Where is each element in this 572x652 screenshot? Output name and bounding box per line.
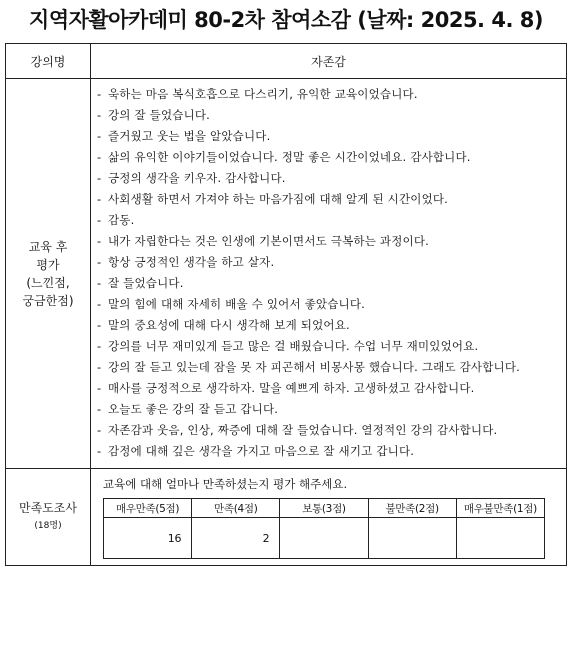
bullet-dash: -: [97, 108, 102, 122]
bullet-dash: -: [97, 444, 102, 458]
bullet-dash: -: [97, 276, 102, 290]
feedback-text: 삶의 유익한 이야기들이었습니다. 정말 좋은 시간이었네요. 감사합니다.: [108, 150, 471, 164]
feedback-table: [5, 43, 567, 566]
bullet-dash: -: [97, 339, 102, 353]
lecture-title: 자존감: [91, 44, 567, 79]
evaluation-row: [6, 79, 567, 469]
feedback-item: [97, 294, 560, 315]
bullet-dash: -: [97, 423, 102, 437]
feedback-item: [97, 147, 560, 168]
feedback-item: [97, 252, 560, 273]
feedback-item: [97, 126, 560, 147]
rating-option-satisfied: 만족(4점): [192, 499, 280, 518]
feedback-text: 항상 긍정적인 생각을 하고 살자.: [108, 255, 275, 269]
bullet-dash: -: [97, 192, 102, 206]
feedback-item: [97, 441, 560, 462]
rating-table: [103, 498, 545, 559]
respondent-count: (18명): [34, 521, 62, 531]
feedback-item: [97, 336, 560, 357]
rating-value-satisfied: 2: [192, 518, 280, 559]
rating-value-very-satisfied: 16: [104, 518, 192, 559]
feedback-text: 오늘도 좋은 강의 잘 듣고 갑니다.: [108, 402, 279, 416]
rating-values-row: [104, 518, 545, 559]
feedback-text: 강의 잘 듣고 있는데 잠을 못 자 피곤해서 비몽사몽 했습니다. 그래도 감사합니다.: [108, 360, 521, 374]
bullet-dash: -: [97, 234, 102, 248]
bullet-dash: -: [97, 171, 102, 185]
feedback-item: [97, 378, 560, 399]
page-title: 지역자활아카데미 80-2차 참여소감 (날짜: 2025. 4. 8): [29, 8, 543, 32]
feedback-item: [97, 210, 560, 231]
feedback-text: 말의 중요성에 대해 다시 생각해 보게 되었어요.: [108, 318, 350, 332]
feedback-text: 강의 잘 들었습니다.: [108, 108, 211, 122]
bullet-dash: -: [97, 150, 102, 164]
bullet-dash: -: [97, 87, 102, 101]
feedback-text: 감정에 대해 깊은 생각을 가지고 마음으로 잘 새기고 갑니다.: [108, 444, 415, 458]
feedback-text: 강의를 너무 재미있게 듣고 많은 걸 배웠습니다. 수업 너무 재미있었어요.: [108, 339, 479, 353]
feedback-item: [97, 315, 560, 336]
rating-value-very-dissatisfied: [456, 518, 544, 559]
evaluation-label-line: 궁금한점): [22, 293, 74, 308]
header-row: [6, 44, 567, 79]
rating-option-dissatisfied: 불만족(2점): [368, 499, 456, 518]
evaluation-label-line: 평가: [36, 257, 60, 272]
feedback-list: [91, 79, 566, 468]
bullet-dash: -: [97, 381, 102, 395]
feedback-item: [97, 189, 560, 210]
feedback-item: [97, 357, 560, 378]
rating-option-neutral: 보통(3점): [280, 499, 368, 518]
feedback-text: 내가 자립한다는 것은 인생에 기본이면서도 극복하는 과정이다.: [108, 234, 430, 248]
evaluation-label: [6, 79, 91, 469]
feedback-item: [97, 84, 560, 105]
feedback-text: 욱하는 마음 복식호흡으로 다스리기, 유익한 교육이었습니다.: [108, 87, 418, 101]
feedback-item: [97, 105, 560, 126]
bullet-dash: -: [97, 360, 102, 374]
satisfaction-cell: [91, 469, 567, 566]
feedback-text: 자존감과 웃음, 인상, 짜증에 대해 잘 들었습니다. 열정적인 강의 감사합니다.: [108, 423, 498, 437]
feedback-text: 말의 힘에 대해 자세히 배울 수 있어서 좋았습니다.: [108, 297, 366, 311]
feedback-text: 잘 들었습니다.: [108, 276, 184, 290]
satisfaction-row: [6, 469, 567, 566]
satisfaction-label-cell: [6, 469, 91, 566]
feedback-item: [97, 420, 560, 441]
bullet-dash: -: [97, 297, 102, 311]
evaluation-label-line: (느낀점,: [26, 275, 70, 290]
satisfaction-label: 만족도조사: [19, 501, 77, 515]
feedback-item: [97, 273, 560, 294]
lecture-name-header: 강의명: [6, 44, 91, 79]
bullet-dash: -: [97, 129, 102, 143]
bullet-dash: -: [97, 255, 102, 269]
feedback-text: 매사를 긍정적으로 생각하자. 말을 예쁘게 하자. 고생하셨고 감사합니다.: [108, 381, 475, 395]
bullet-dash: -: [97, 318, 102, 332]
rating-value-neutral: [280, 518, 368, 559]
rating-option-very-dissatisfied: 매우불만족(1점): [456, 499, 544, 518]
feedback-cell: [91, 79, 567, 469]
bullet-dash: -: [97, 213, 102, 227]
evaluation-label-line: 교육 후: [28, 239, 68, 254]
feedback-text: 긍정의 생각을 키우자. 감사합니다.: [108, 171, 286, 185]
feedback-text: 즐거웠고 웃는 법을 알았습니다.: [108, 129, 271, 143]
survey-question: 교육에 대해 얼마나 만족하셨는지 평가 해주세요.: [103, 477, 348, 491]
feedback-text: 감동.: [108, 213, 135, 227]
rating-option-very-satisfied: 매우만족(5점): [104, 499, 192, 518]
feedback-item: [97, 168, 560, 189]
rating-header-row: [104, 499, 545, 518]
feedback-item: [97, 231, 560, 252]
bullet-dash: -: [97, 402, 102, 416]
feedback-text: 사회생활 하면서 가져야 하는 마음가짐에 대해 알게 된 시간이었다.: [108, 192, 449, 206]
feedback-item: [97, 399, 560, 420]
rating-value-dissatisfied: [368, 518, 456, 559]
